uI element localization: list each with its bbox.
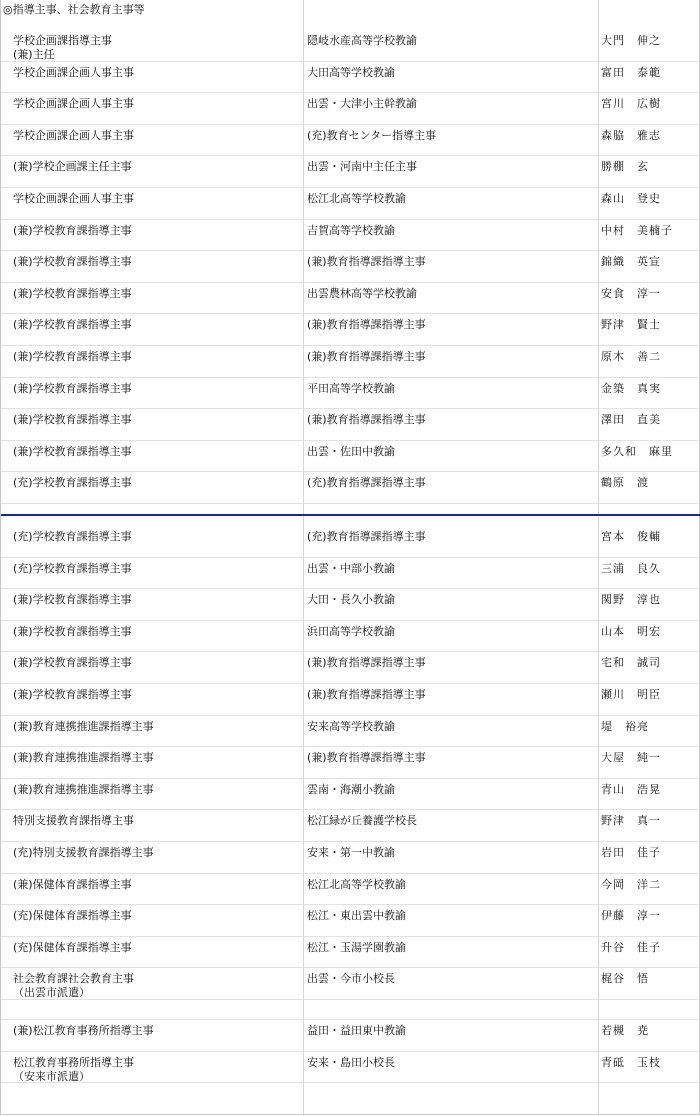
person-name: 錦織 英宣 — [601, 255, 661, 269]
person-name: 青山 浩晃 — [601, 782, 661, 796]
person-name: 伊藤 淳一 — [601, 909, 661, 923]
person-name: 瀬川 明臣 — [601, 687, 661, 701]
new-position: (充)特別支援教育課指導主事 — [13, 845, 154, 859]
new-position-cell — [13, 350, 132, 364]
person-name: 安食 淳一 — [601, 286, 661, 300]
previous-position: 出雲・中部小教諭 — [307, 561, 395, 575]
previous-position: 平田高等学校教諭 — [307, 381, 395, 395]
table-row — [1, 472, 700, 504]
person-name: 升谷 佳子 — [601, 940, 661, 954]
previous-position: 安来・島田小校長 — [307, 1055, 395, 1069]
previous-position: (兼)教育指導課指導主事 — [307, 687, 426, 701]
previous-position: 雲南・海潮小教諭 — [307, 782, 395, 796]
new-position-cell — [13, 530, 132, 544]
position-note: (兼)主任 — [13, 48, 55, 61]
person-name: 青砥 玉枝 — [601, 1055, 661, 1069]
previous-position: 出雲・大津小主幹教諭 — [307, 97, 417, 111]
table-row — [1, 684, 700, 716]
previous-position: (兼)教育指導課指導主事 — [307, 318, 426, 332]
new-position: (兼)教育連携推進課指導主事 — [13, 751, 154, 765]
new-position-cell — [13, 783, 154, 797]
table-row — [1, 62, 700, 94]
new-position-cell — [13, 688, 132, 702]
table-row — [1, 125, 700, 157]
new-position: 松江教育事務所指導主事 — [13, 1055, 134, 1069]
person-name: 堤 裕亮 — [601, 719, 649, 733]
new-position-cell — [13, 720, 154, 734]
new-position: (兼)保健体育課指導主事 — [13, 877, 132, 891]
person-name: 富田 泰範 — [601, 65, 661, 79]
table-row — [1, 937, 700, 969]
new-position: 学校企画課指導主事 — [13, 34, 112, 47]
new-position: 学校企画課企画人事主事 — [13, 128, 134, 142]
table-row — [1, 441, 700, 473]
new-position: (兼)学校教育課指導主事 — [13, 349, 132, 363]
person-name: 山本 明宏 — [601, 624, 661, 638]
new-position-cell — [13, 224, 132, 238]
person-name: 岩田 佳子 — [601, 845, 661, 859]
previous-position: 松江緑が丘養護学校長 — [307, 814, 417, 828]
previous-position: (充)教育センター指導主事 — [307, 128, 437, 142]
previous-position: (兼)教育指導課指導主事 — [307, 255, 426, 269]
table-row — [1, 968, 700, 1000]
new-position: (兼)学校教育課指導主事 — [13, 318, 132, 332]
person-name: 関野 淳也 — [601, 593, 661, 607]
position-note: （安来市派遣） — [13, 1069, 90, 1083]
new-position: (兼)学校企画課主任主事 — [13, 160, 132, 174]
person-name: 三浦 良久 — [601, 561, 661, 575]
person-name: 中村 美楠子 — [601, 223, 673, 237]
person-name: 原木 善二 — [601, 349, 661, 363]
table-row — [1, 589, 700, 621]
new-position-cell — [13, 1056, 134, 1084]
previous-position: 益田・益田東中教諭 — [307, 1023, 406, 1037]
new-position: 特別支援教育課指導主事 — [13, 814, 134, 828]
new-position-cell — [13, 413, 132, 427]
table-row — [1, 526, 700, 558]
person-name: 宅和 誠司 — [601, 656, 661, 670]
table-row — [1, 810, 700, 842]
person-name: 野津 真一 — [601, 814, 661, 828]
previous-position: (充)教育指導課指導主事 — [307, 476, 426, 490]
previous-position: (兼)教育指導課指導主事 — [307, 751, 426, 765]
table-row — [1, 842, 700, 874]
new-position-cell — [13, 751, 154, 765]
previous-position: 吉賀高等学校教諭 — [307, 223, 395, 237]
new-position-cell — [13, 476, 132, 490]
section-divider — [1, 514, 700, 516]
table-row — [1, 314, 700, 346]
table-row — [1, 409, 700, 441]
new-position-cell — [13, 382, 132, 396]
new-position: 学校企画課企画人事主事 — [13, 65, 134, 79]
table-row — [1, 747, 700, 779]
new-position: (兼)教育連携推進課指導主事 — [13, 782, 154, 796]
new-position-cell — [13, 255, 132, 269]
previous-position: 松江・玉湯学園教諭 — [307, 940, 406, 954]
new-position-cell — [13, 878, 132, 892]
new-position-cell — [13, 562, 132, 576]
previous-position: 出雲・河南中主任主事 — [307, 160, 417, 174]
previous-position: 松江・東出雲中教諭 — [307, 909, 406, 923]
new-position-cell — [13, 160, 132, 174]
new-position-cell — [13, 97, 134, 111]
person-name: 梶谷 悟 — [601, 972, 649, 986]
table-row — [1, 621, 700, 653]
table-row — [1, 874, 700, 906]
new-position: (兼)学校教育課指導主事 — [13, 624, 132, 638]
new-position: (兼)学校教育課指導主事 — [13, 444, 132, 458]
personnel-table-section-2 — [1, 526, 700, 1083]
new-position-cell — [13, 941, 132, 955]
table-row — [1, 905, 700, 937]
table-row — [1, 779, 700, 811]
previous-position: 大田・長久小教諭 — [307, 593, 395, 607]
new-position: (兼)学校教育課指導主事 — [13, 286, 132, 300]
previous-position: 隠岐水産高等学校教諭 — [307, 34, 417, 47]
new-position-cell — [13, 66, 134, 80]
new-position: (兼)学校教育課指導主事 — [13, 255, 132, 269]
new-position: (充)保健体育課指導主事 — [13, 909, 132, 923]
previous-position: 松江北高等学校教諭 — [307, 191, 406, 205]
table-row — [1, 30, 700, 62]
new-position-cell — [13, 318, 132, 332]
new-position: (兼)松江教育事務所指導主事 — [13, 1023, 154, 1037]
new-position: (充)学校教育課指導主事 — [13, 530, 132, 543]
page-title: ◎指導主事、社会教育主事等 — [3, 3, 145, 16]
table-row — [1, 93, 700, 125]
new-position-cell — [13, 846, 154, 860]
previous-position: 出雲農林高等学校教諭 — [307, 286, 417, 300]
table-row — [1, 716, 700, 748]
new-position-cell — [13, 34, 112, 62]
person-name: 森脇 雅志 — [601, 128, 661, 142]
new-position: (兼)学校教育課指導主事 — [13, 687, 132, 701]
new-position-cell — [13, 909, 132, 923]
person-name: 森山 登史 — [601, 191, 661, 205]
previous-position: 安来高等学校教諭 — [307, 719, 395, 733]
new-position: 社会教育課社会教育主事 — [13, 972, 134, 986]
previous-position: 出雲・今市小校長 — [307, 972, 395, 986]
new-position: (充)学校教育課指導主事 — [13, 476, 132, 490]
new-position: (兼)学校教育課指導主事 — [13, 593, 132, 607]
person-name: 宮川 広樹 — [601, 97, 661, 111]
table-row — [1, 378, 700, 410]
previous-position: 浜田高等学校教諭 — [307, 624, 395, 638]
person-name: 澤田 直美 — [601, 413, 661, 427]
new-position: (充)保健体育課指導主事 — [13, 940, 132, 954]
person-name: 今岡 洋二 — [601, 877, 661, 891]
new-position-cell — [13, 814, 134, 828]
table-row — [1, 652, 700, 684]
new-position-cell — [13, 192, 134, 206]
table-row — [1, 156, 700, 188]
new-position-cell — [13, 656, 132, 670]
new-position-cell — [13, 593, 132, 607]
new-position-cell — [13, 129, 134, 143]
previous-position: (兼)教育指導課指導主事 — [307, 349, 426, 363]
new-position: (充)学校教育課指導主事 — [13, 561, 132, 575]
table-row — [1, 251, 700, 283]
person-name: 勝棚 玄 — [601, 160, 649, 174]
personnel-table-section-1 — [1, 30, 700, 504]
new-position: (兼)学校教育課指導主事 — [13, 223, 132, 237]
person-name: 大屋 純一 — [601, 751, 661, 765]
new-position: (兼)学校教育課指導主事 — [13, 656, 132, 670]
table-row — [1, 558, 700, 590]
table-row — [1, 346, 700, 378]
new-position-cell — [13, 445, 132, 459]
previous-position: (兼)教育指導課指導主事 — [307, 656, 426, 670]
empty-row — [1, 1000, 700, 1020]
table-row — [1, 283, 700, 315]
new-position: 学校企画課企画人事主事 — [13, 191, 134, 205]
previous-position: 松江北高等学校教諭 — [307, 877, 406, 891]
new-position-cell — [13, 972, 134, 1000]
person-name: 大門 伸之 — [601, 34, 661, 47]
person-name: 若槻 尭 — [601, 1023, 649, 1037]
table-row — [1, 1052, 700, 1084]
person-name: 宮本 俊輔 — [601, 530, 661, 543]
new-position: 学校企画課企画人事主事 — [13, 97, 134, 111]
person-name: 野津 賢士 — [601, 318, 661, 332]
new-position-cell — [13, 287, 132, 301]
new-position-cell — [13, 625, 132, 639]
person-name: 多久和 麻里 — [601, 444, 673, 458]
table-row — [1, 188, 700, 220]
new-position: (兼)学校教育課指導主事 — [13, 381, 132, 395]
person-name: 鶴原 渡 — [601, 476, 649, 490]
new-position: (兼)学校教育課指導主事 — [13, 413, 132, 427]
new-position-cell — [13, 1024, 154, 1038]
previous-position: (兼)教育指導課指導主事 — [307, 413, 426, 427]
table-row — [1, 1020, 700, 1052]
new-position: (兼)教育連携推進課指導主事 — [13, 719, 154, 733]
person-name: 金築 真実 — [601, 381, 661, 395]
previous-position: 安来・第一中教諭 — [307, 845, 395, 859]
position-note: （出雲市派遣） — [13, 986, 90, 1000]
previous-position: 大田高等学校教諭 — [307, 65, 395, 79]
previous-position: 出雲・佐田中教諭 — [307, 444, 395, 458]
table-row — [1, 220, 700, 252]
previous-position: (充)教育指導課指導主事 — [307, 530, 426, 543]
